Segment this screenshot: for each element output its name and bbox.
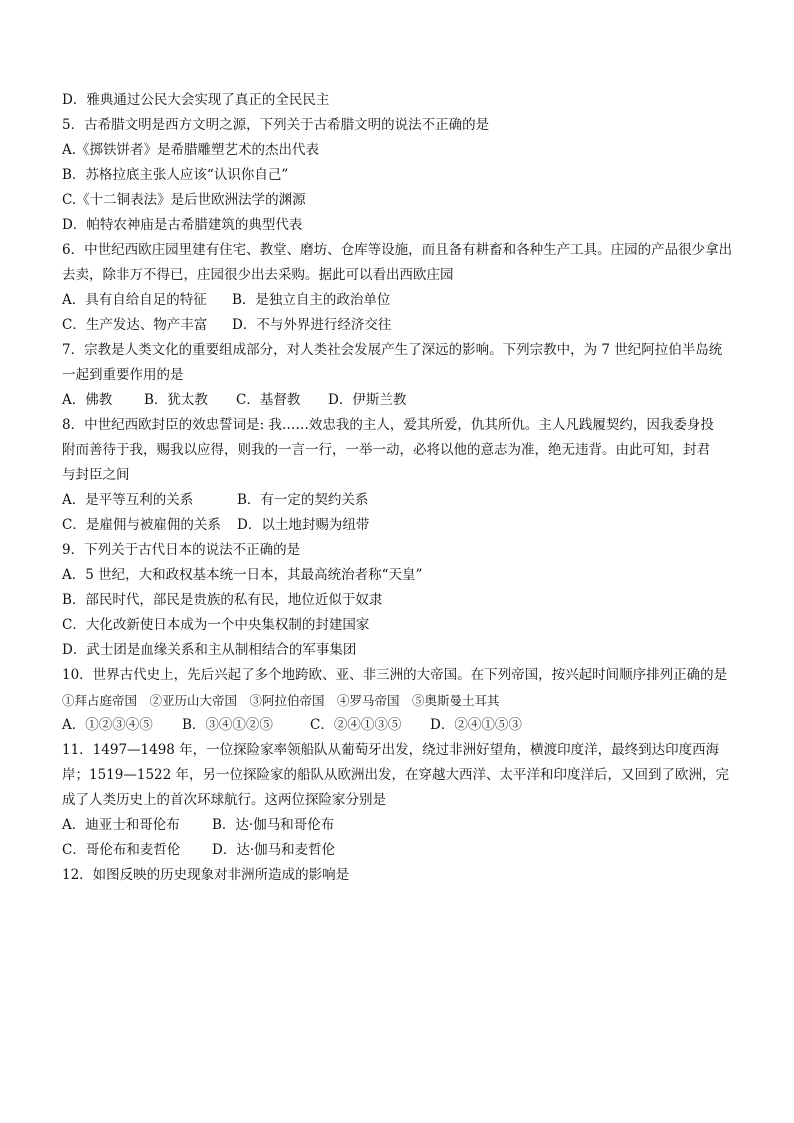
q10-option-a: A．①②③④⑤ <box>62 717 153 733</box>
q8-option-a: A．是平等互利的关系 <box>62 492 194 508</box>
q6-stem-line1: 6．中世纪西欧庄园里建有住宅、教堂、磨坊、仓库等设施，而且备有耕畜和各种生产工具。庄园的产品很少拿出 <box>62 242 732 258</box>
q6-option-b: B．是独立自主的政治单位 <box>232 292 391 308</box>
q6-option-c: C．生产发达、物产丰富 <box>62 317 208 333</box>
q7-options-row <box>62 388 732 413</box>
q10-options-row <box>62 713 732 738</box>
q5-option-c: C.《十二铜表法》是后世欧洲法学的渊源 <box>62 192 306 208</box>
q7-option-a: A．佛教 <box>62 392 113 408</box>
q10-empire-list: ①拜占庭帝国 ②亚历山大帝国 ③阿拉伯帝国 ④罗马帝国 ⑤奥斯曼土耳其 <box>62 693 500 708</box>
q11-option-c: C．哥伦布和麦哲伦 <box>62 842 181 858</box>
q9-option-a: A．5 世纪，大和政权基本统一日本，其最高统治者称“天皇” <box>62 567 423 583</box>
q5-option-b: B．苏格拉底主张人应该“认识你自己” <box>62 167 289 183</box>
q6-options-row1 <box>62 288 732 313</box>
q8-stem-line2: 附而善待于我，赐我以应得，则我的一言一行，一举一动，必将以他的意志为准，绝无违背。由此可知，封君 <box>62 442 710 458</box>
q12-stem: 12．如图反映的历史现象对非洲所造成的影响是 <box>62 867 350 883</box>
q10-option-d: D．②④①⑤③ <box>430 717 522 733</box>
q9-option-d: D．武士团是血缘关系和主从制相结合的军事集团 <box>62 642 357 658</box>
q5-option-d: D．帕特农神庙是古希腊建筑的典型代表 <box>62 217 303 233</box>
q11-options-row2 <box>62 838 732 863</box>
q7-option-b: B．犹太教 <box>144 392 208 408</box>
q8-options-row2 <box>62 513 732 538</box>
q8-option-b: B．有一定的契约关系 <box>237 492 369 508</box>
q11-stem-line2: 岸；1519—1522 年，另一位探险家的船队从欧洲出发，在穿越大西洋、太平洋和印度洋后，又回到了欧洲，完 <box>62 767 730 783</box>
q11-option-d: D．达·伽马和麦哲伦 <box>212 842 336 858</box>
q10-stem: 10．世界古代史上，先后兴起了多个地跨欧、亚、非三洲的大帝国。在下列帝国，按兴起时间顺序排列正确的是 <box>62 667 728 683</box>
q11-options-row1 <box>62 813 732 838</box>
q10-option-b: B．③④①②⑤ <box>182 717 273 733</box>
q11-option-b: B．达·伽马和哥伦布 <box>212 817 335 833</box>
q6-option-d: D．不与外界进行经济交往 <box>232 317 392 333</box>
q8-option-c: C．是雇佣与被雇佣的关系 <box>62 517 221 533</box>
q8-options-row1 <box>62 488 732 513</box>
q5-stem: 5．古希腊文明是西方文明之源，下列关于古希腊文明的说法不正确的是 <box>62 117 490 133</box>
q9-stem: 9．下列关于古代日本的说法不正确的是 <box>62 542 301 558</box>
q10-option-c: C．②④①③⑤ <box>310 717 402 733</box>
q6-stem-line2: 去卖，除非万不得已，庄园很少出去采购。据此可以看出西欧庄园 <box>62 267 454 283</box>
q4-option-d: D．雅典通过公民大会实现了真正的全民民主 <box>62 92 330 108</box>
q6-option-a: A．具有自给自足的特征 <box>62 292 207 308</box>
q11-stem-line3: 成了人类历史上的首次环球航行。这两位探险家分别是 <box>62 792 386 808</box>
q6-options-row2 <box>62 313 732 338</box>
q7-stem-line1: 7．宗教是人类文化的重要组成部分，对人类社会发展产生了深远的影响。下列宗教中，为 7 世纪阿拉伯半岛统 <box>62 342 723 358</box>
q11-stem-line1: 11．1497—1498 年，一位探险家率领船队从葡萄牙出发，绕过非洲好望角，横渡印度洋，最终到达印度西海 <box>62 742 720 758</box>
q9-option-c: C．大化改新使日本成为一个中央集权制的封建国家 <box>62 617 370 633</box>
q8-stem-line1: 8．中世纪西欧封臣的效忠誓词是: 我……效忠我的主人，爱其所爱，仇其所仇。主人凡践履契约，因我委身投 <box>62 417 714 433</box>
q9-option-b: B．部民时代，部民是贵族的私有民，地位近似于奴隶 <box>62 592 383 608</box>
q11-option-a: A．迪亚士和哥伦布 <box>62 817 180 833</box>
q8-stem-line3: 与封臣之间 <box>62 467 130 483</box>
q7-option-c: C．基督教 <box>236 392 301 408</box>
exam-page <box>62 88 732 888</box>
q7-stem-line2: 一起到重要作用的是 <box>62 367 184 383</box>
q5-option-a: A.《掷铁饼者》是希腊雕塑艺术的杰出代表 <box>62 142 320 158</box>
q8-option-d: D．以土地封赐为纽带 <box>237 517 370 533</box>
q7-option-d: D．伊斯兰教 <box>328 392 407 408</box>
